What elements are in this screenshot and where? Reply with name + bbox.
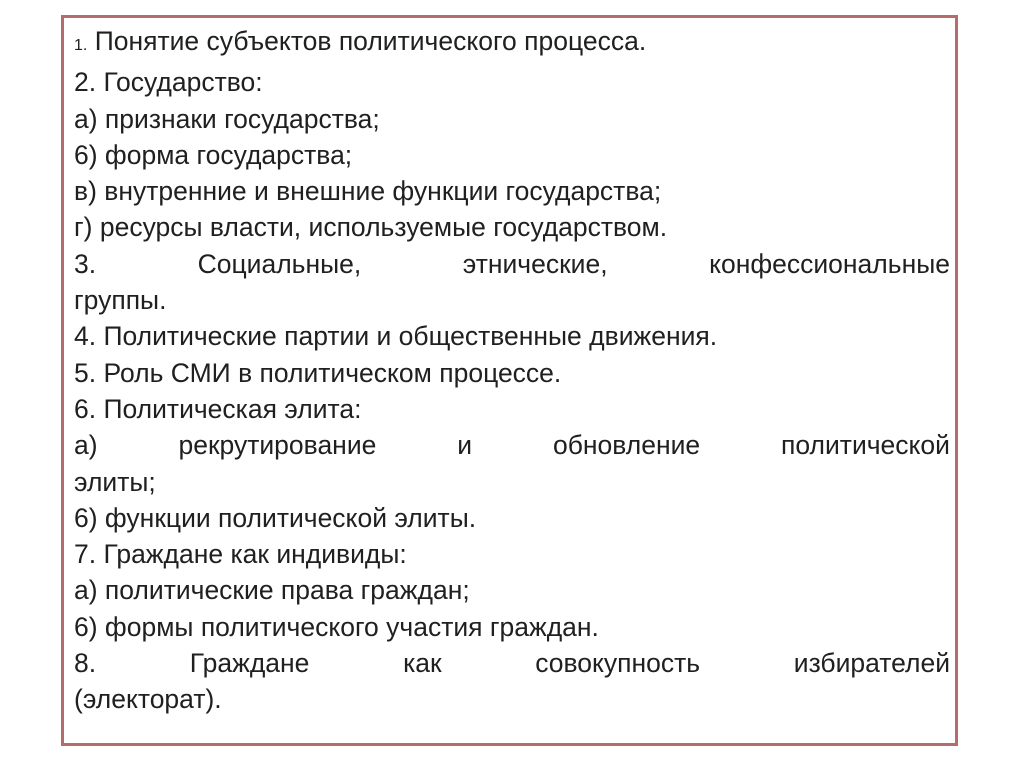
list-item-justified [74,427,950,463]
list-item: а) признаки государства; [74,103,380,134]
list-item: 6) формы политического участия граждан. [74,611,599,642]
item-text: Понятие субъектов политического процесса. [94,26,647,56]
list-item: 5. Роль СМИ в политическом процессе. [74,357,562,388]
word: обновление [552,430,701,461]
word: конфессиональные [709,248,950,279]
list-item: г) ресурсы власти, используемые государством. [74,212,668,243]
list-item: 6) форма государства; [74,139,353,170]
list-item-justified [74,246,950,282]
word: Социальные, [197,248,362,279]
list-item: 6. Политическая элита: [74,393,362,424]
list-item: 6) функции политической элиты. [74,502,477,533]
list-item: элиты; [74,466,156,497]
word: 3. [74,248,97,279]
list-item: а) политические права граждан; [74,575,470,606]
word: избирателей [793,648,950,679]
word: как [403,648,442,679]
word: рекрутирование [178,430,377,461]
word: политической [781,430,950,461]
item-number: 1. [74,37,88,54]
list-item-justified [74,645,950,681]
outline-list [74,23,950,718]
list-item [74,23,950,64]
list-item: 4. Политические партии и общественные движения. [74,321,718,352]
list-item: группы. [74,285,167,316]
word: и [457,430,473,461]
list-item: 7. Граждане как индивиды: [74,539,407,570]
word: 8. [74,648,97,679]
word: а) [74,430,98,461]
word: совокупность [535,648,701,679]
list-item: 2. Государство: [74,67,263,98]
list-item: (электорат). [74,684,222,715]
word: этнические, [462,248,608,279]
word: Граждане [189,648,310,679]
list-item: в) внутренние и внешние функции государства; [74,176,662,207]
